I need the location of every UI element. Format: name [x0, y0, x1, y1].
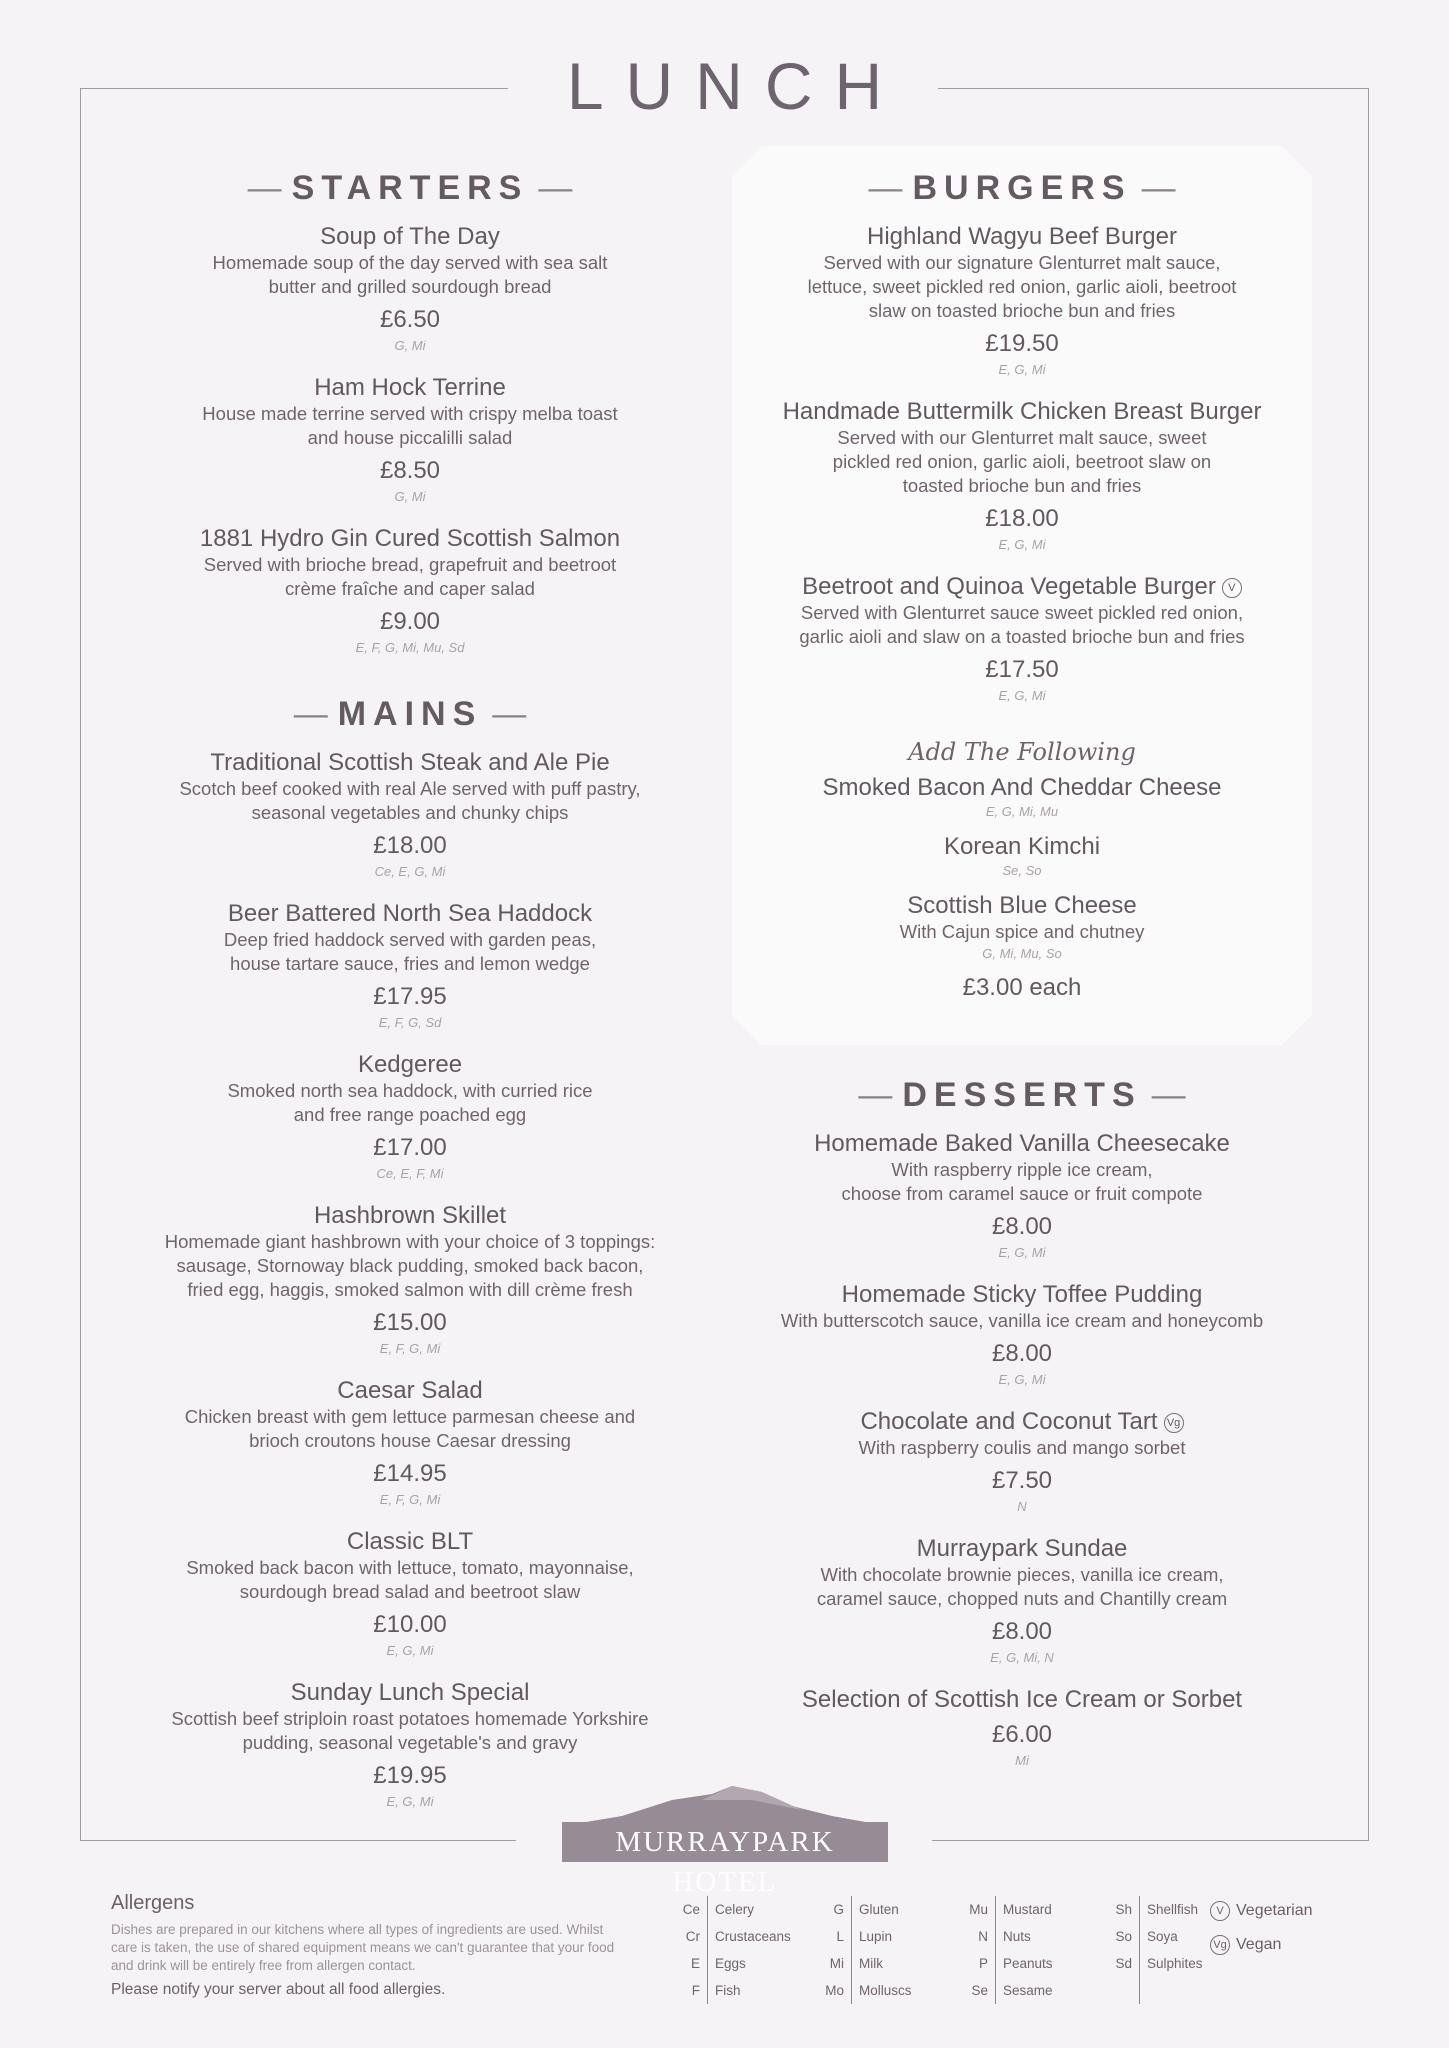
allergen-code: Mi — [829, 1956, 844, 1971]
allergen-name: Molluscs — [859, 1983, 912, 1998]
vegan-icon: Vg — [1164, 1413, 1184, 1433]
item-name-text: Classic BLT — [346, 1528, 474, 1555]
item-description: With Cajun spice and chutney — [899, 921, 1145, 942]
item-description: Served with our Glenturret malt sauce, sweet pickled red onion, garlic aioli, beetroot slaw on toasted brioche bun and fries — [832, 427, 1212, 496]
item-price: £19.50 — [985, 330, 1059, 357]
allergen-code: P — [978, 1956, 988, 1971]
dash-left: — — [293, 695, 328, 733]
allergen-name: Soya — [1147, 1929, 1178, 1944]
allergen-name: Nuts — [1003, 1929, 1031, 1944]
dash-right: — — [492, 695, 527, 733]
item-price: £17.00 — [373, 1134, 447, 1161]
dash-right: — — [1141, 169, 1176, 207]
burgers-heading — [742, 168, 1302, 208]
dash-left: — — [247, 169, 282, 207]
allergen-codes — [960, 1896, 996, 2004]
item-price: £8.50 — [379, 457, 441, 484]
allergen-code: L — [836, 1929, 844, 1944]
item-name — [130, 222, 690, 251]
allergen-name: Gluten — [859, 1902, 899, 1917]
item-description: House made terrine served with crispy melba toast and house piccalilli salad — [202, 403, 618, 448]
item-name — [130, 1201, 690, 1230]
item-allergens: E, G, Mi — [998, 688, 1046, 703]
item-name — [742, 1407, 1302, 1436]
item-name — [742, 222, 1302, 251]
item-description: With raspberry ripple ice cream, choose from caramel sauce or fruit compote — [841, 1159, 1203, 1204]
item-description: Homemade giant hashbrown with your choice of 3 toppings: sausage, Stornoway black pudding, smoked back bacon, fried egg, haggis, smoked salmon with dill crème fresh — [164, 1231, 656, 1300]
item-allergens: Se, So — [1002, 863, 1042, 878]
item-name-text: Traditional Scottish Steak and Ale Pie — [210, 749, 610, 776]
item-description: Served with Glenturret sauce sweet pickled red onion, garlic aioli and slaw on a toasted brioche bun and fries — [799, 602, 1245, 647]
item-price: £19.95 — [373, 1762, 447, 1789]
item-name-text: Homemade Sticky Toffee Pudding — [841, 1281, 1203, 1308]
item-price: £8.00 — [991, 1340, 1053, 1367]
allergen-name: Eggs — [715, 1956, 746, 1971]
allergens-info — [111, 1892, 631, 1999]
menu-item — [742, 1407, 1302, 1517]
starters-heading — [130, 168, 690, 208]
menu-item — [742, 222, 1302, 380]
item-name-text: Scottish Blue Cheese — [907, 892, 1137, 919]
menu-item — [742, 397, 1302, 555]
menu-item — [130, 222, 690, 356]
item-description: Scotch beef cooked with real Ale served with puff pastry, seasonal vegetables and chunky chips — [179, 778, 641, 823]
allergen-codes — [1104, 1896, 1140, 2004]
dash-right: — — [1151, 1076, 1186, 1114]
item-name-text: Selection of Scottish Ice Cream or Sorbet — [801, 1686, 1243, 1713]
allergen-code: Sh — [1115, 1902, 1132, 1917]
vegetarian-icon: V — [1210, 1901, 1230, 1921]
item-price: £9.00 — [379, 608, 441, 635]
menu-item — [742, 1280, 1302, 1390]
allergen-code: So — [1115, 1929, 1132, 1944]
menu-item — [742, 572, 1302, 706]
item-description: Scottish beef striploin roast potatoes homemade Yorkshire pudding, seasonal vegetable's and gravy — [171, 1708, 649, 1753]
item-description: With raspberry coulis and mango sorbet — [858, 1437, 1186, 1458]
allergen-key — [672, 1896, 1248, 2004]
item-price: £17.95 — [373, 983, 447, 1010]
item-price: £18.00 — [373, 832, 447, 859]
item-name-text: Soup of The Day — [320, 223, 500, 250]
logo-text: MURRAYPARK HOTEL — [562, 1822, 888, 1862]
mains-section — [130, 694, 690, 1829]
mountain-icon — [562, 1786, 888, 1826]
item-allergens: E, G, Mi — [386, 1643, 434, 1658]
item-name — [742, 397, 1302, 426]
menu-item — [130, 524, 690, 658]
allergen-name: Mustard — [1003, 1902, 1052, 1917]
allergen-code: E — [690, 1956, 700, 1971]
mains-heading-text: MAINS — [337, 695, 483, 733]
allergen-name: Lupin — [859, 1929, 893, 1944]
item-allergens: N — [1017, 1499, 1027, 1514]
allergen-code: Ce — [682, 1902, 700, 1917]
addons-heading: Add The Following — [908, 738, 1136, 766]
allergen-column — [672, 1896, 806, 2004]
item-name — [130, 1678, 690, 1707]
item-allergens: G, Mi, Mu, So — [982, 946, 1062, 961]
item-name-text: Beer Battered North Sea Haddock — [227, 900, 593, 927]
addons-section — [742, 735, 1302, 1002]
item-price: £15.00 — [373, 1309, 447, 1336]
dash-left: — — [868, 169, 903, 207]
allergen-code: N — [978, 1929, 988, 1944]
item-allergens: Ce, E, F, Mi — [376, 1166, 444, 1181]
item-description: With chocolate brownie pieces, vanilla ice cream, caramel sauce, chopped nuts and Chantilly cream — [816, 1564, 1228, 1609]
item-name — [742, 891, 1302, 920]
item-price: £8.00 — [991, 1213, 1053, 1240]
dash-left: — — [858, 1076, 893, 1114]
item-allergens: G, Mi — [394, 489, 426, 504]
allergens-notify: Please notify your server about all food allergies. — [111, 1981, 446, 1998]
item-name-text: Beetroot and Quinoa Vegetable Burger — [802, 573, 1216, 600]
menu-item — [130, 899, 690, 1033]
menu-item — [130, 373, 690, 507]
allergen-code: Cr — [685, 1929, 700, 1944]
item-name — [742, 832, 1302, 861]
vegetarian-icon: V — [1222, 578, 1242, 598]
allergen-name: Milk — [859, 1956, 883, 1971]
allergen-names — [708, 1896, 806, 2004]
allergen-code: G — [833, 1902, 844, 1917]
item-allergens: E, F, G, Mi — [379, 1341, 441, 1356]
allergen-name: Peanuts — [1003, 1956, 1053, 1971]
allergens-note: Dishes are prepared in our kitchens where all types of ingredients are used. Whilst care is taken, the use of shared equipment means we can't guarantee that your food and drink will be entirely free from allergen contact. — [111, 1922, 615, 1973]
item-description: Served with brioche bread, grapefruit and beetroot crème fraîche and caper salad — [203, 554, 617, 599]
item-price: £18.00 — [985, 505, 1059, 532]
item-name — [742, 1685, 1302, 1714]
starters-section — [130, 168, 690, 675]
item-allergens: E, G, Mi, N — [990, 1650, 1054, 1665]
menu-item — [742, 891, 1302, 964]
item-allergens: E, G, Mi — [998, 362, 1046, 377]
item-description: Served with our signature Glenturret malt sauce, lettuce, sweet pickled red onion, garlic aioli, beetroot slaw on toasted brioche bun and fries — [807, 252, 1237, 321]
allergen-column — [960, 1896, 1094, 2004]
desserts-section — [742, 1075, 1302, 1788]
menu-item — [742, 832, 1302, 881]
allergen-codes — [816, 1896, 852, 2004]
diet-label: Vegan — [1236, 1936, 1282, 1953]
item-allergens: E, G, Mi — [998, 1372, 1046, 1387]
allergen-code: Se — [971, 1983, 988, 1998]
diet-key-item — [1210, 1928, 1313, 1962]
menu-item — [130, 1527, 690, 1661]
menu-item — [130, 1201, 690, 1359]
allergen-code: Mu — [969, 1902, 988, 1917]
item-description: Chicken breast with gem lettuce parmesan cheese and brioch croutons house Caesar dressing — [184, 1406, 636, 1451]
item-price: £8.00 — [991, 1618, 1053, 1645]
item-name-text: 1881 Hydro Gin Cured Scottish Salmon — [199, 525, 621, 552]
item-name-text: Homemade Baked Vanilla Cheesecake — [814, 1130, 1230, 1157]
item-description: Smoked back bacon with lettuce, tomato, mayonnaise, sourdough bread salad and beetroot slaw — [186, 1557, 634, 1602]
item-allergens: Ce, E, G, Mi — [374, 864, 446, 879]
item-name — [130, 748, 690, 777]
menu-item — [742, 1685, 1302, 1771]
diet-key-item — [1210, 1894, 1313, 1928]
burgers-heading-text: BURGERS — [912, 169, 1132, 207]
page-title: LUNCH — [566, 49, 905, 123]
mains-heading — [130, 694, 690, 734]
allergen-code: F — [691, 1983, 700, 1998]
item-name — [130, 1527, 690, 1556]
item-name-text: Sunday Lunch Special — [290, 1679, 530, 1706]
burgers-section — [742, 168, 1302, 723]
item-price: £14.95 — [373, 1460, 447, 1487]
allergen-names — [996, 1896, 1094, 2004]
item-name-text: Handmade Buttermilk Chicken Breast Burger — [782, 398, 1262, 425]
allergen-name: Crustaceans — [715, 1929, 791, 1944]
item-name-text: Hashbrown Skillet — [313, 1202, 507, 1229]
allergen-name: Sulphites — [1147, 1956, 1203, 1971]
allergen-names — [852, 1896, 950, 2004]
addons-price: £3.00 each — [962, 974, 1082, 1001]
allergen-name: Sesame — [1003, 1983, 1053, 1998]
item-name — [130, 899, 690, 928]
diet-key — [1210, 1894, 1313, 1962]
menu-item — [742, 1534, 1302, 1668]
item-allergens: E, F, G, Sd — [378, 1015, 442, 1030]
item-name — [130, 1050, 690, 1079]
desserts-heading-text: DESSERTS — [902, 1076, 1142, 1114]
item-price: £17.50 — [985, 656, 1059, 683]
diet-label: Vegetarian — [1236, 1902, 1313, 1919]
item-name — [130, 524, 690, 553]
item-price: £6.00 — [991, 1721, 1053, 1748]
allergen-code: Mo — [825, 1983, 844, 1998]
vegan-icon: Vg — [1210, 1935, 1230, 1955]
item-name — [742, 773, 1302, 802]
item-price: £6.50 — [379, 306, 441, 333]
item-allergens: Mi — [1015, 1753, 1029, 1768]
item-name-text: Ham Hock Terrine — [314, 374, 506, 401]
item-name — [742, 1280, 1302, 1309]
allergen-name: Shellfish — [1147, 1902, 1199, 1917]
dash-right: — — [538, 169, 573, 207]
item-allergens: E, G, Mi, Mu — [985, 804, 1059, 819]
item-name-text: Korean Kimchi — [943, 833, 1101, 860]
item-name — [742, 1129, 1302, 1158]
hotel-logo — [562, 1786, 888, 1898]
allergen-code: Sd — [1115, 1956, 1132, 1971]
item-name-text: Chocolate and Coconut Tart — [860, 1408, 1158, 1435]
item-allergens: E, G, Mi — [998, 1245, 1046, 1260]
allergen-name: Fish — [715, 1983, 741, 1998]
starters-heading-text: STARTERS — [291, 169, 529, 207]
item-allergens: E, G, Mi — [998, 537, 1046, 552]
item-description: Smoked north sea haddock, with curried rice and free range poached egg — [227, 1080, 593, 1125]
allergens-heading: Allergens — [111, 1892, 195, 1914]
item-name — [130, 1376, 690, 1405]
item-price: £7.50 — [991, 1467, 1053, 1494]
item-allergens: E, G, Mi — [386, 1794, 434, 1809]
menu-item — [130, 1376, 690, 1510]
item-name — [130, 373, 690, 402]
item-price: £10.00 — [373, 1611, 447, 1638]
allergen-name: Celery — [715, 1902, 755, 1917]
item-name-text: Smoked Bacon And Cheddar Cheese — [822, 774, 1222, 801]
item-name-text: Kedgeree — [357, 1051, 463, 1078]
desserts-heading — [742, 1075, 1302, 1115]
item-name-text: Murraypark Sundae — [916, 1535, 1128, 1562]
item-description: With butterscotch sauce, vanilla ice cream and honeycomb — [780, 1310, 1264, 1331]
menu-item — [130, 748, 690, 882]
item-name-text: Caesar Salad — [337, 1377, 483, 1404]
item-allergens: G, Mi — [394, 338, 426, 353]
item-name — [742, 1534, 1302, 1563]
item-allergens: E, F, G, Mi — [379, 1492, 441, 1507]
menu-item — [742, 1129, 1302, 1263]
item-allergens: E, F, G, Mi, Mu, Sd — [355, 640, 465, 655]
item-description: Homemade soup of the day served with sea salt butter and grilled sourdough bread — [212, 252, 608, 297]
allergen-column — [816, 1896, 950, 2004]
allergen-codes — [672, 1896, 708, 2004]
item-description: Deep fried haddock served with garden peas, house tartare sauce, fries and lemon wedge — [223, 929, 597, 974]
item-name-text: Highland Wagyu Beef Burger — [867, 223, 1177, 250]
menu-item — [742, 773, 1302, 822]
item-name — [742, 572, 1302, 601]
menu-item — [130, 1050, 690, 1184]
